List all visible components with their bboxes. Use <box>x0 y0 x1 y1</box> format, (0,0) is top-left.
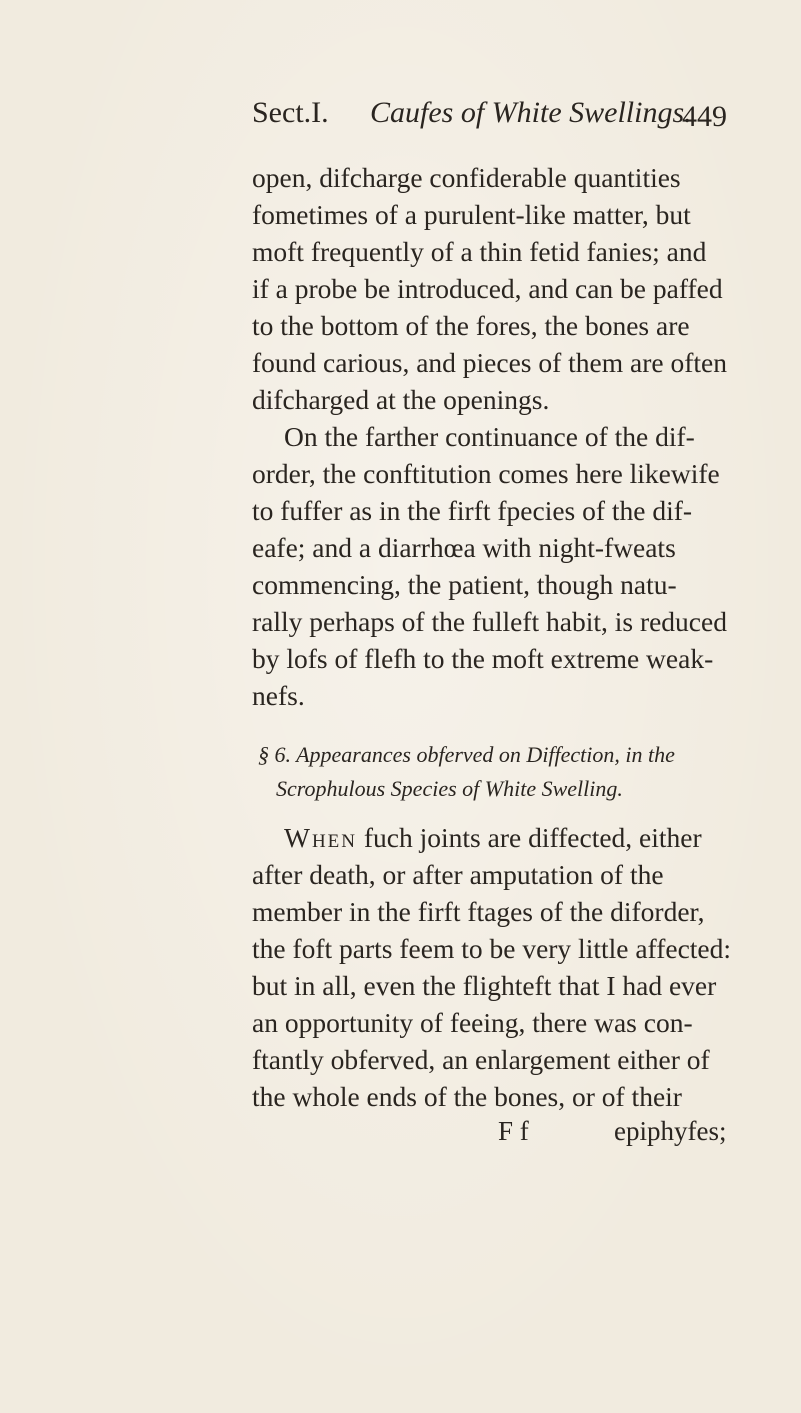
signature-mark: F f <box>498 1116 529 1146</box>
text-line-rest: fuch joints are diffected, either <box>357 822 702 853</box>
page-number: 449 <box>682 100 727 133</box>
text-line: difcharged at the openings. <box>252 384 550 415</box>
text-line: moft frequently of a thin fetid fanies; and <box>252 236 707 267</box>
text-line: if a probe be introduced, and can be paffed <box>252 273 723 304</box>
text-line: fometimes of a purulent-like matter, but <box>252 199 691 230</box>
text-line: an opportunity of feeing, there was con- <box>252 1007 693 1038</box>
text-line: ftantly obferved, an enlargement either of <box>252 1044 710 1075</box>
text-line: member in the firft ftages of the diforder, <box>252 896 705 927</box>
catchword: epiphyfes; <box>614 1116 727 1146</box>
text-line: the foft parts feem to be very little affected: <box>252 933 732 964</box>
header-section: Sect.I. <box>252 96 329 129</box>
text-line: after death, or after amputation of the <box>252 859 664 890</box>
drop-word: When <box>284 822 358 853</box>
text-line: by lofs of flefh to the moft extreme weak- <box>252 643 714 674</box>
section-heading: § 6. Appearances obferved on Diffection, in the <box>258 742 675 767</box>
text-line: to fuffer as in the firft fpecies of the dif- <box>252 495 693 526</box>
text-line: rally perhaps of the fulleft habit, is reduced <box>252 606 727 637</box>
text-line: nefs. <box>252 680 305 711</box>
text-line: order, the conftitution comes here likewife <box>252 458 720 489</box>
text-line <box>284 820 752 856</box>
text-line: the whole ends of the bones, or of their <box>252 1081 682 1112</box>
text-line: On the farther continuance of the dif- <box>284 421 695 452</box>
text-line: open, difcharge confiderable quantities <box>252 162 681 193</box>
text-line: to the bottom of the fores, the bones are <box>252 310 690 341</box>
section-heading-continued: Scrophulous Species of White Swelling. <box>276 776 623 801</box>
text-line: commencing, the patient, though natu- <box>252 569 677 600</box>
text-line: but in all, even the flighteft that I had ever <box>252 970 717 1001</box>
header-title: Caufes of White Swellings. <box>370 96 692 129</box>
text-line: found carious, and pieces of them are often <box>252 347 727 378</box>
running-header <box>252 96 742 144</box>
text-line: eafe; and a diarrhœa with night-fweats <box>252 532 676 563</box>
